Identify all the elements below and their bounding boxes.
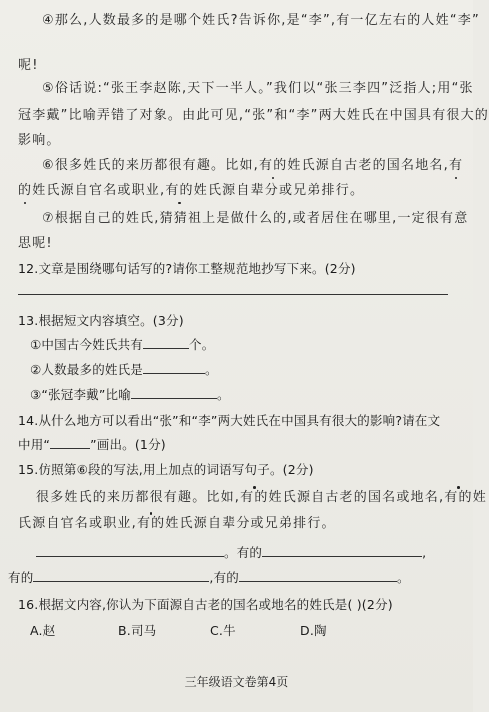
- passage-p7-line2: 思呢!: [18, 236, 53, 251]
- passage-p6-line2: [18, 182, 364, 200]
- q13-item-1-tail: 个。: [189, 337, 215, 352]
- q15-example-line2: [18, 515, 336, 533]
- q14-underline-sample: [50, 436, 90, 449]
- q14-text: 中用“: [18, 437, 51, 452]
- q15-answer-text: ,有的: [209, 570, 239, 585]
- q15-answer-text: ,: [422, 545, 427, 560]
- question-16: 16.根据文内容,你认为下面源自古老的国名或地名的姓氏是( )(2分): [18, 597, 393, 612]
- p6-text: ⑥很多姓氏的来历都很有趣。比如,: [42, 158, 259, 173]
- q13-blank-2[interactable]: [143, 361, 205, 374]
- q13-item-3: [30, 386, 230, 404]
- p6-text: 姓氏源自官名或职业,: [32, 183, 166, 198]
- q15-blank-4[interactable]: [239, 569, 397, 582]
- q13-item-2: [30, 361, 218, 379]
- q13-item-1-text: ①中国古今姓氏共有: [30, 337, 144, 352]
- q14-text-tail: ”画出。(1分): [90, 437, 166, 452]
- passage-p4-line2: 呢!: [18, 58, 39, 73]
- question-15: 15.仿照第⑥段的写法,用上加点的词语写句子。(2分): [18, 462, 314, 477]
- p6-dotted-word: 有: [448, 158, 464, 173]
- q13-item-1: [30, 336, 214, 354]
- question-13: 13.根据短文内容填空。(3分): [18, 313, 184, 328]
- q15-dotted-word: 有的: [240, 490, 269, 505]
- passage-p4-line1: ④那么,人数最多的是哪个姓氏?告诉你,是“李”,有一亿左右的人姓“李”: [42, 13, 480, 28]
- question-14-line1: 14.从什么地方可以看出“张”和“李”两大姓氏在中国具有很大的影响?请在文: [18, 413, 441, 428]
- passage-p5-line2: 冠李戴”比喻弄错了对象。由此可见,“张”和“李”两大姓氏在中国具有很大的: [18, 108, 489, 123]
- q15-example-text: 姓: [472, 490, 487, 505]
- q13-item-3-text: ③“张冠李戴”比喻: [30, 387, 131, 402]
- q15-dotted-word: 有的: [136, 516, 166, 531]
- q16-option-c[interactable]: C.牛: [210, 623, 236, 638]
- q15-example-line1: [36, 489, 487, 507]
- question-12: 12.文章是围绕哪句话写的?请你工整规范地抄写下来。(2分): [18, 261, 356, 276]
- q15-dotted-word: 有的: [444, 490, 473, 505]
- q13-blank-1[interactable]: [143, 336, 189, 349]
- answer-line-q12[interactable]: [18, 294, 448, 295]
- passage-p6-line1: [42, 157, 463, 175]
- q15-answer-text: 。有的: [224, 545, 263, 560]
- q15-blank-2[interactable]: [262, 544, 422, 557]
- passage-p7-line1: ⑦根据自己的姓氏,猜猜祖上是做什么的,或者居住在哪里,一定很有意: [42, 211, 469, 226]
- q13-item-3-tail: 。: [216, 387, 230, 402]
- q15-answer-text: 有的: [8, 570, 34, 585]
- passage-p5-line1: ⑤俗话说:“张王李赵陈,天下一半人。”我们以“张三李四”泛指人;用“张: [42, 81, 474, 96]
- p6-text: 姓氏源自古老的国名地名,: [287, 158, 449, 173]
- q15-blank-3[interactable]: [33, 569, 209, 582]
- p6-dotted-word: 有的: [259, 158, 288, 173]
- q16-option-a[interactable]: A.赵: [30, 623, 56, 638]
- q15-example-text: 姓氏源自辈分或兄弟排行。: [165, 516, 336, 531]
- p6-text: 姓氏源自辈分或兄弟排行。: [193, 183, 365, 198]
- q13-item-2-tail: 。: [205, 362, 218, 377]
- q15-example-text: 很多姓氏的来历都很有趣。比如,: [36, 490, 241, 505]
- p6-dotted-word: 的: [18, 183, 33, 198]
- q15-example-text: 氏源自官名或职业,: [18, 516, 137, 531]
- question-14-line2: [18, 436, 166, 454]
- q15-blank-1[interactable]: [36, 544, 224, 557]
- passage-p5-line3: 影响。: [18, 133, 61, 148]
- q13-item-2-text: ②人数最多的姓氏是: [30, 362, 144, 377]
- q15-answer-text: 。: [396, 570, 410, 585]
- q16-option-b[interactable]: B.司马: [118, 623, 157, 638]
- q15-example-text: 姓氏源自古老的国名或地名,: [268, 490, 445, 505]
- p6-dotted-word: 有的: [165, 183, 194, 198]
- q13-blank-3[interactable]: [131, 386, 217, 399]
- q16-option-d[interactable]: D.陶: [300, 623, 327, 638]
- page-footer: 三年级语文卷第4页: [184, 675, 289, 689]
- q15-answer-line1: [36, 544, 426, 562]
- q15-answer-line2: [8, 569, 410, 587]
